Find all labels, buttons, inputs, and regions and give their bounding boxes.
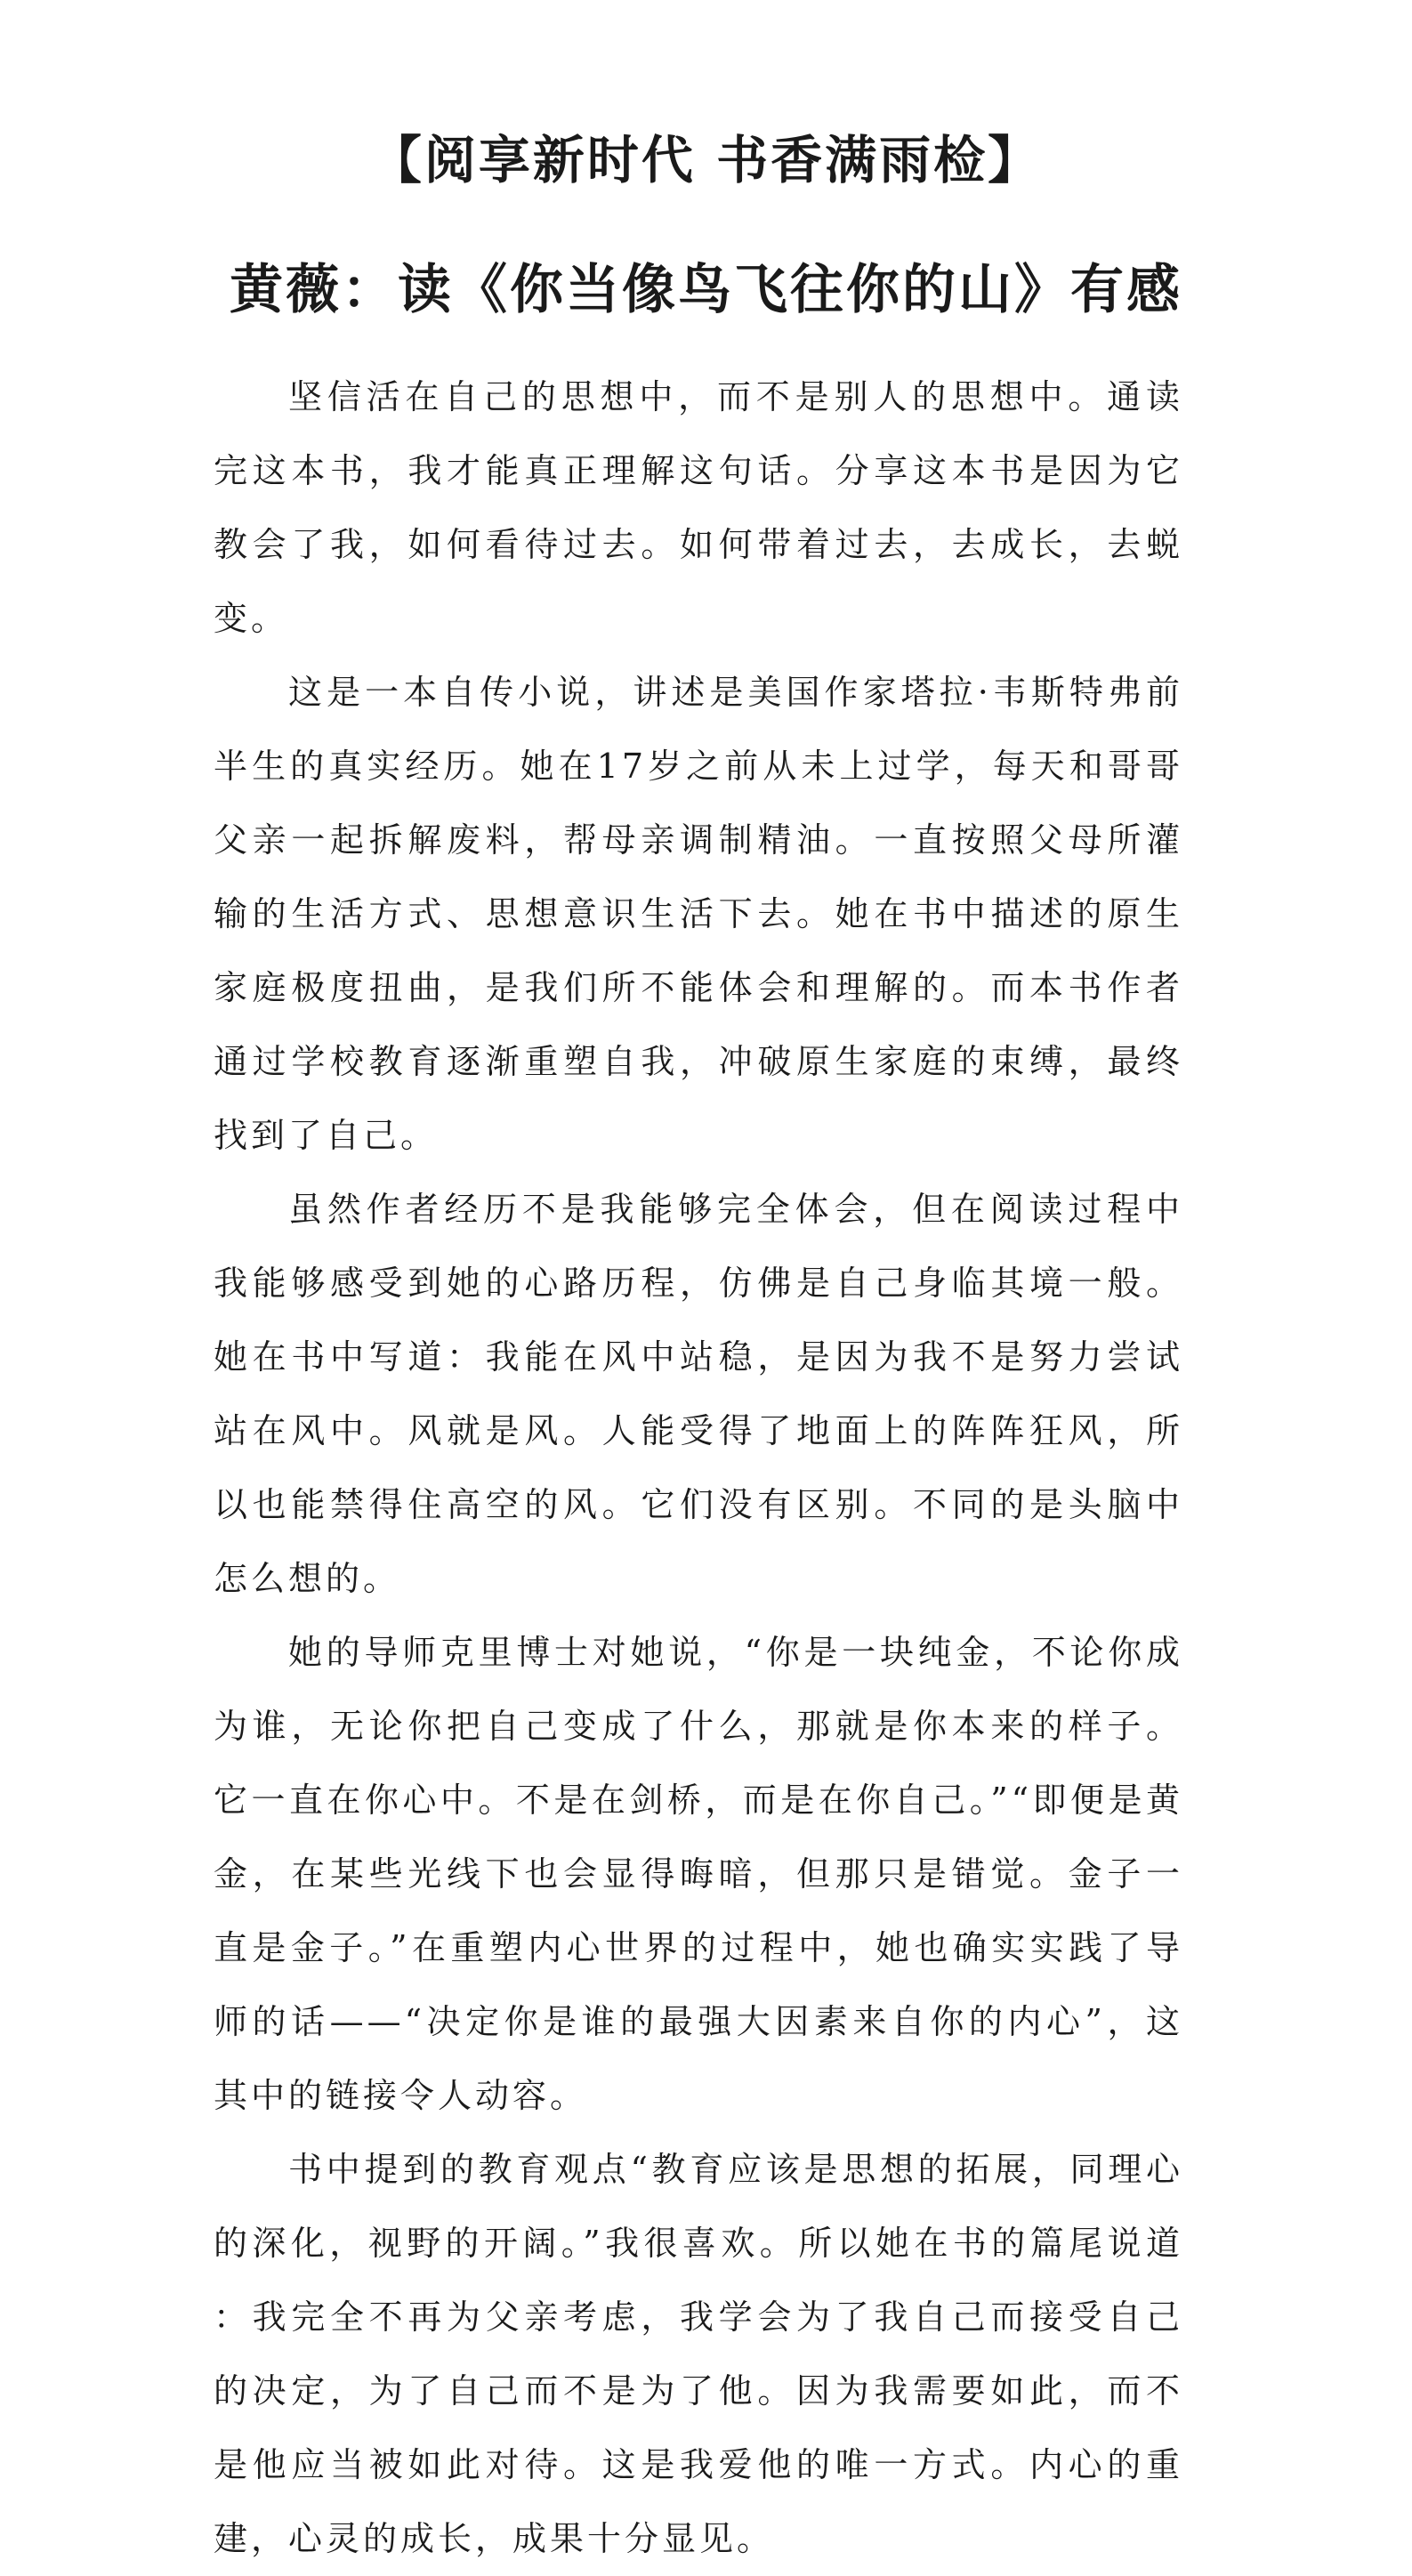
paragraph-2: 这是一本自传小说，讲述是美国作家塔拉·韦斯特弗前半生的真实经历。她在17岁之前从未上过学，每天和哥哥父亲一起拆解废料，帮母亲调制精油。一直按照父母所灌输的生活方式、思想意识生活下去。她在书中描述的原生家庭极度扭曲，是我们所不能体会和理解的。而本书作者通过学校教育逐渐重塑自我，冲破原生家庭的束缚，最终找到了自己。 <box>214 673 1183 1155</box>
paragraph-5: 书中提到的教育观点“教育应该是思想的拓展，同理心的深化，视野的开阔。”我很喜欢。所以她在书的篇尾说道：我完全不再为父亲考虑，我学会为了我自己而接受自己的决定，为了自己而不是为了他。因为我需要如此，而不是他应当被如此对待。这是我爱他的唯一方式。内心的重建，心灵的成长，成果十分显见。 <box>214 2150 1183 2558</box>
column-header-title: 【阅享新时代 书香满雨检】 <box>369 130 1043 190</box>
paragraph-1: 坚信活在自己的思想中，而不是别人的思想中。通读完这本书，我才能真正理解这句话。分享这本书是因为它教会了我，如何看待过去。如何带着过去，去成长，去蜕变。 <box>214 377 1183 638</box>
paragraph-3: 虽然作者经历不是我能够完全体会，但在阅读过程中我能够感受到她的心路历程，仿佛是自己身临其境一般。她在书中写道：我能在风中站稳，是因为我不是努力尝试站在风中。风就是风。人能受得了地面上的阵阵狂风，所以也能禁得住高空的风。它们没有区别。不同的是头脑中怎么想的。 <box>214 1190 1183 1598</box>
article-title: 黄薇：读《你当像鸟飞往你的山》有感 <box>230 259 1182 321</box>
article-body <box>214 360 1183 2576</box>
paragraph-4: 她的导师克里博士对她说，“你是一块纯金，不论你成为谁，无论你把自己变成了什么，那就是你本来的样子。它一直在你心中。不是在剑桥，而是在你自己。”“即便是黄金，在某些光线下也会显得晦暗，但那只是错觉。金子一直是金子。”在重塑内心世界的过程中，她也确实实践了导师的话——“决定你是谁的最强大因素来自你的内心”，这其中的链接令人动容。 <box>214 1633 1183 2115</box>
